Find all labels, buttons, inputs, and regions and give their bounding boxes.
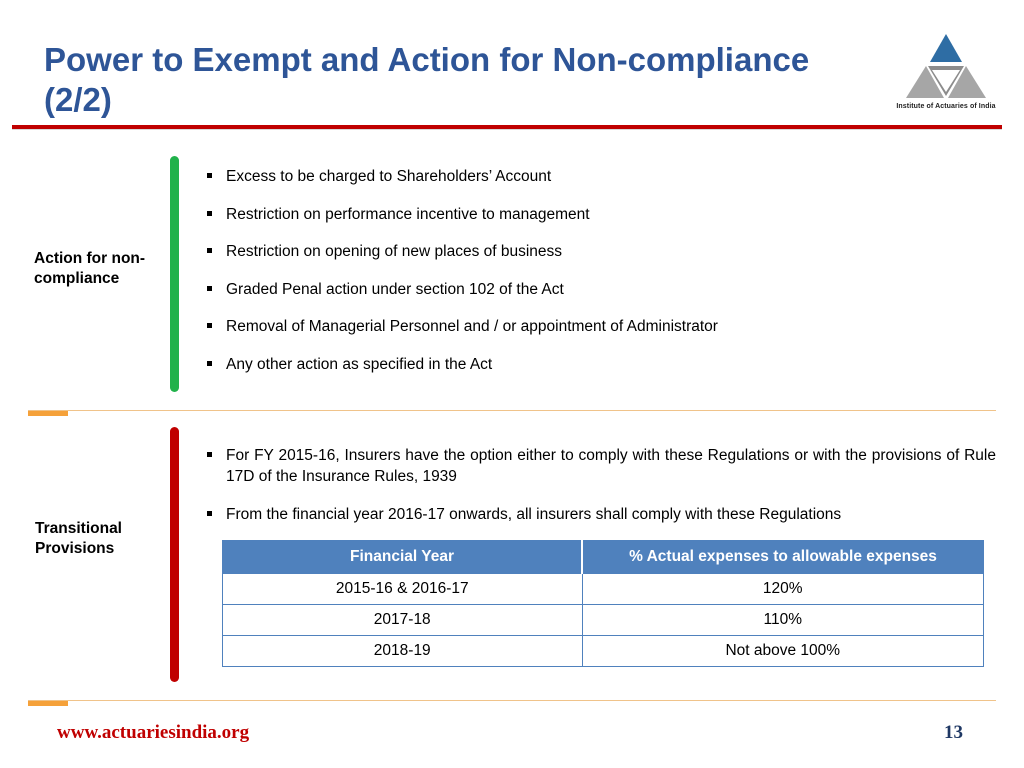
cell-year: 2015-16 & 2016-17 xyxy=(223,574,583,605)
cell-year: 2017-18 xyxy=(223,605,583,636)
transitional-list xyxy=(205,445,996,525)
list-item: Restriction on opening of new places of business xyxy=(205,241,995,262)
header-expenses-ratio: % Actual expenses to allowable expenses xyxy=(582,541,984,574)
section-bar-green xyxy=(170,156,179,392)
header-financial-year: Financial Year xyxy=(223,541,583,574)
bullet-square-icon xyxy=(207,511,212,516)
expenses-table xyxy=(222,540,984,667)
table-row xyxy=(223,605,984,636)
table-header-row xyxy=(223,541,984,574)
header-divider-shadow xyxy=(12,129,1002,130)
footer-separator xyxy=(28,700,996,701)
section-label-non-compliance: Action for non-compliance xyxy=(34,250,146,287)
bullet-square-icon xyxy=(207,173,212,178)
section-separator xyxy=(28,410,996,411)
cell-ratio: Not above 100% xyxy=(582,636,984,667)
iai-logo-icon xyxy=(896,32,996,114)
non-compliance-list xyxy=(205,166,995,375)
page-number: 13 xyxy=(944,722,963,743)
list-item: From the financial year 2016-17 onwards, all insurers shall comply with these Regulations xyxy=(205,504,996,525)
logo-caption: Institute of Actuaries of India xyxy=(896,103,996,110)
section-label-transitional: Transitional Provisions xyxy=(35,520,122,557)
bullet-square-icon xyxy=(207,286,212,291)
section-bar-red xyxy=(170,427,179,682)
list-item: Restriction on performance incentive to management xyxy=(205,204,995,225)
list-item: Excess to be charged to Shareholders’ Account xyxy=(205,166,995,187)
footer-website-link[interactable]: www.actuariesindia.org xyxy=(57,722,250,743)
bullet-square-icon xyxy=(207,248,212,253)
list-item: Any other action as specified in the Act xyxy=(205,354,995,375)
bullet-square-icon xyxy=(207,452,212,457)
slide-title: Power to Exempt and Action for Non-compliance (2/2) xyxy=(44,41,810,118)
bullet-square-icon xyxy=(207,211,212,216)
cell-ratio: 110% xyxy=(582,605,984,636)
list-item: Removal of Managerial Personnel and / or appointment of Administrator xyxy=(205,316,995,337)
cell-year: 2018-19 xyxy=(223,636,583,667)
list-item: Graded Penal action under section 102 of the Act xyxy=(205,279,995,300)
table-row xyxy=(223,636,984,667)
list-item: For FY 2015-16, Insurers have the option either to comply with these Regulations or with the provisions of Rule 17D of the Insurance Rules, 1939 xyxy=(205,445,996,487)
table-row xyxy=(223,574,984,605)
cell-ratio: 120% xyxy=(582,574,984,605)
bullet-square-icon xyxy=(207,361,212,366)
bullet-square-icon xyxy=(207,323,212,328)
